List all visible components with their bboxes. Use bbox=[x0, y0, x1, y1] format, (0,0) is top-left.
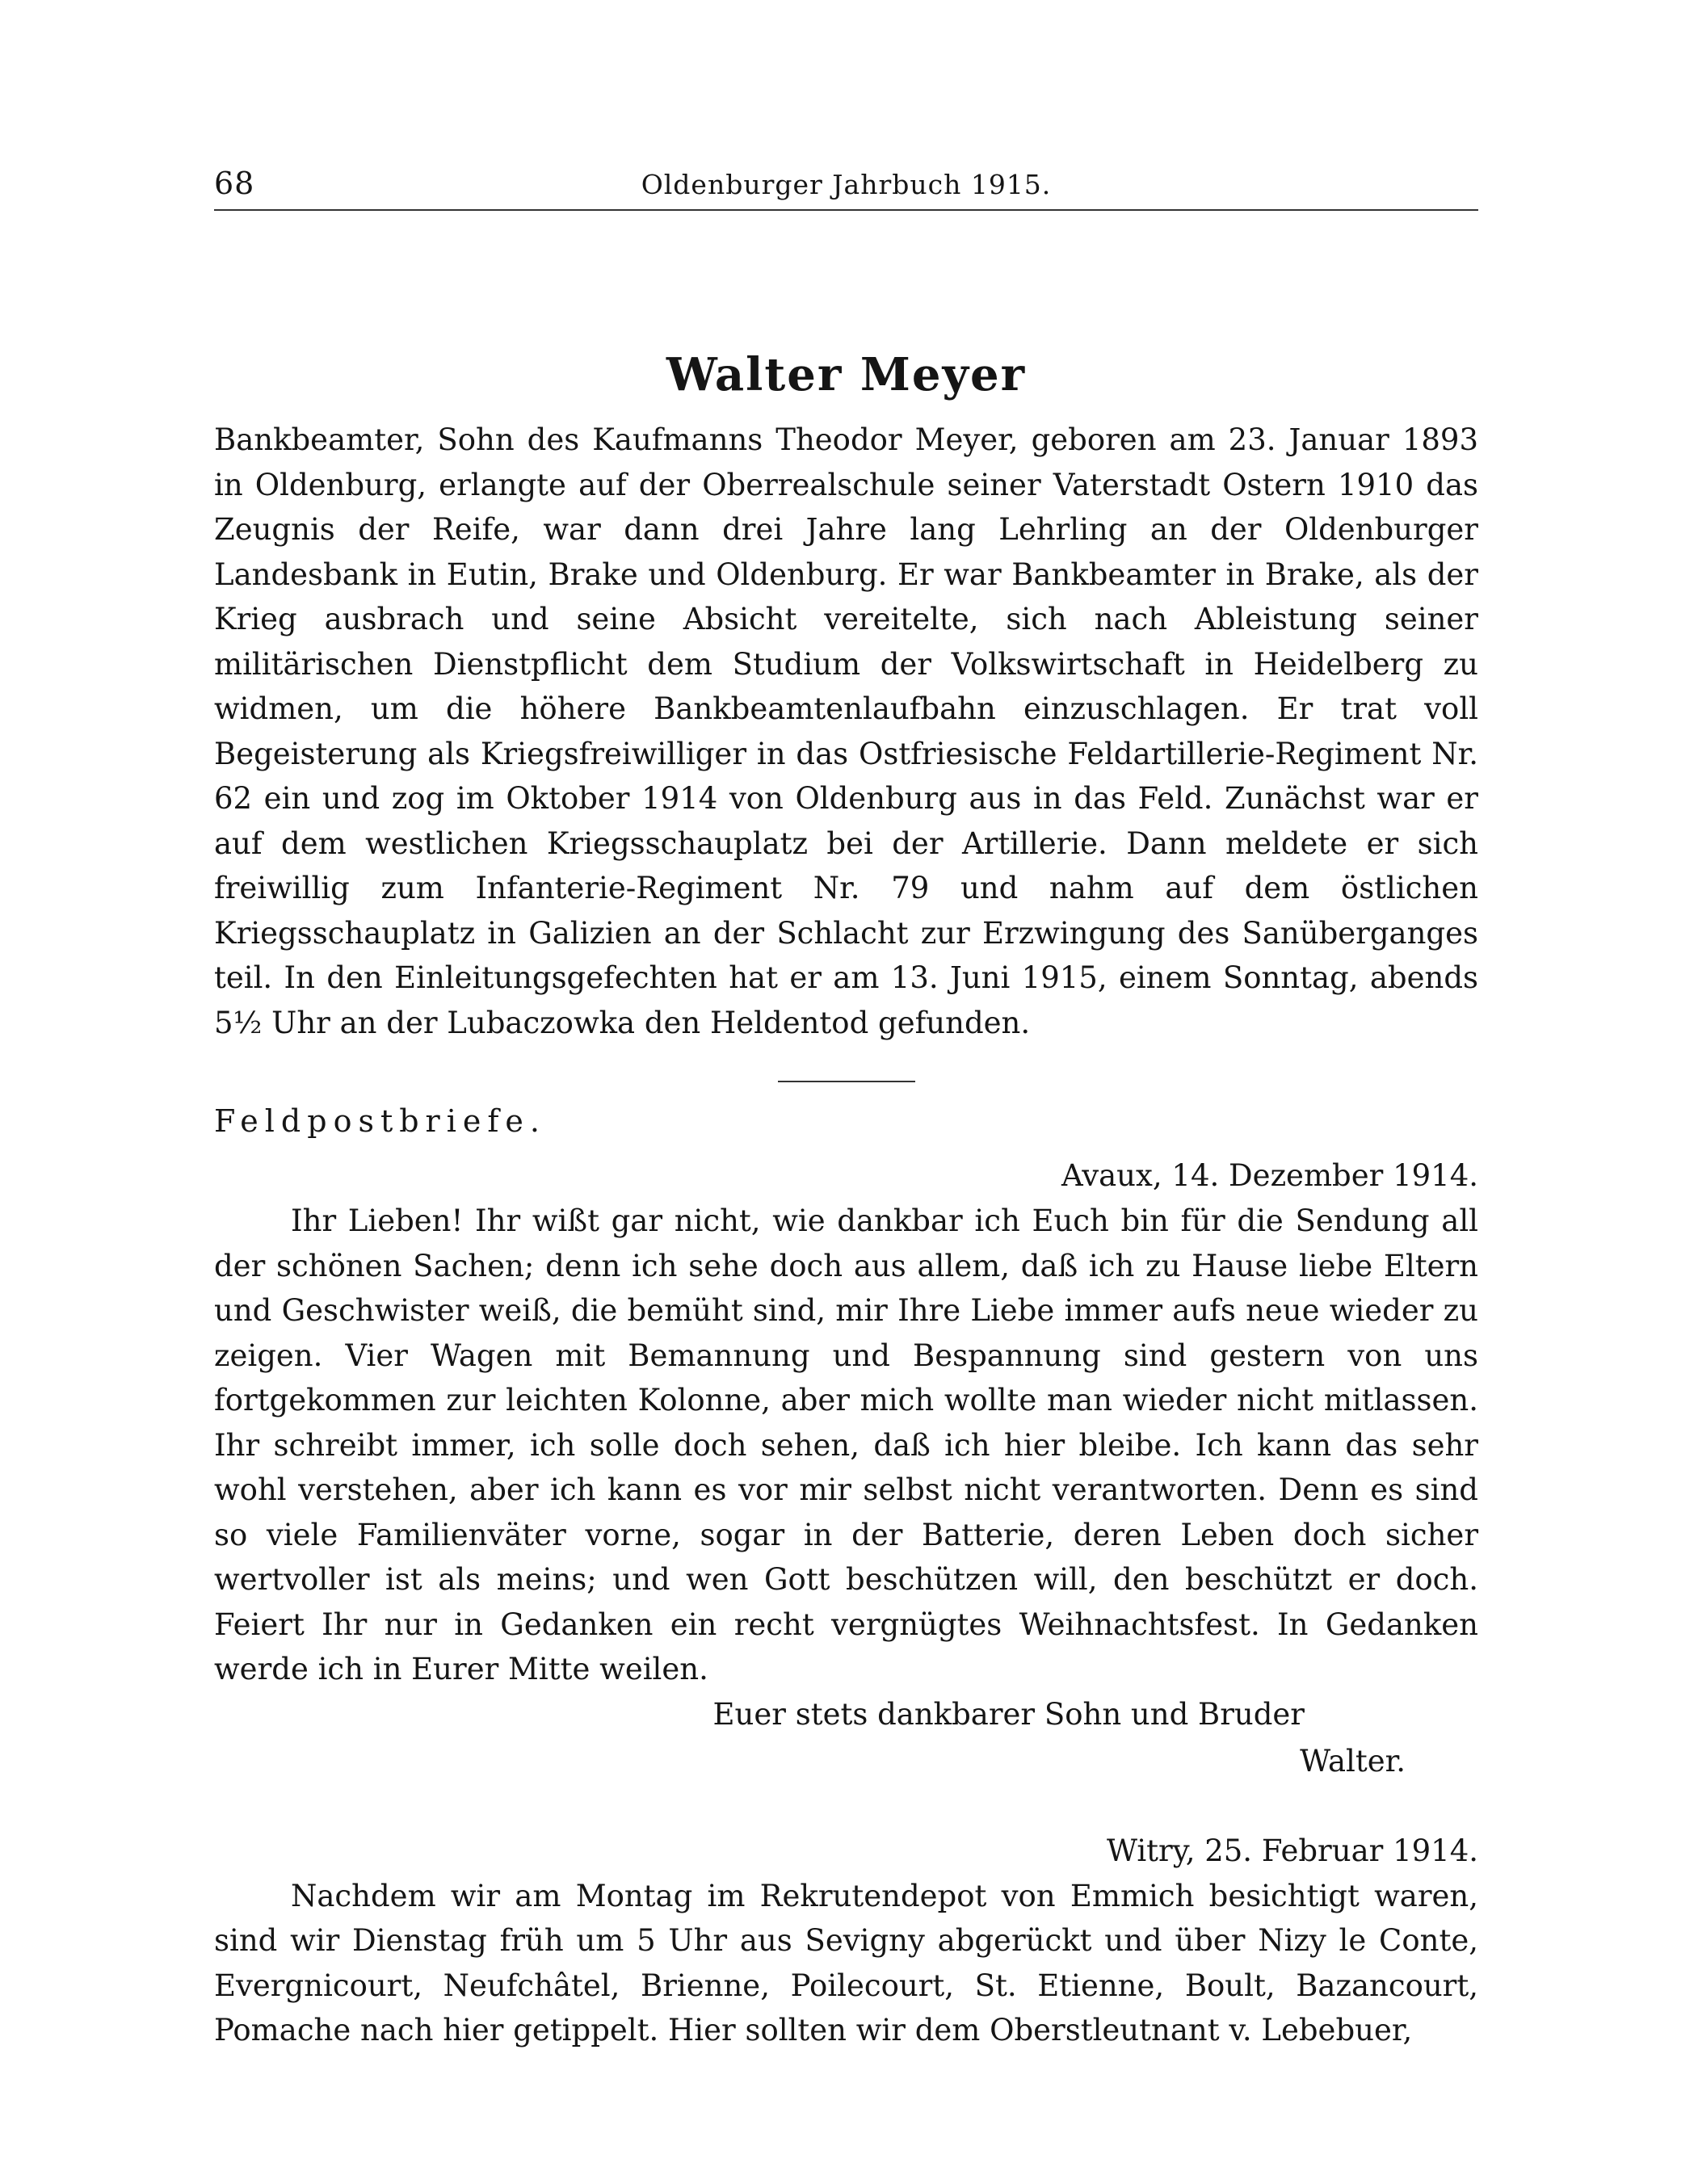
letter-1-closing: Euer stets dankbarer Sohn und Bruder bbox=[712, 1696, 1305, 1732]
page bbox=[214, 158, 1478, 2053]
letter-1-dateline: Avaux, 14. Dezember 1914. bbox=[1061, 1158, 1478, 1193]
section-heading: Feldpostbriefe. bbox=[214, 1103, 546, 1139]
letter-1-body: Ihr Lieben! Ihr wißt gar nicht, wie dankbar ich Euch bin für die Sendung all der schönen Sachen; denn ich sehe doch aus allem, daß ich zu Hause liebe Eltern und Geschwister weiß, die bemüht sind, mir Ihre Liebe immer aufs neue wieder zu zeigen. Vier Wagen mit Bemannung und Bespannung sind gestern von uns fortgekommen zur leichten Kolonne, aber mich wollte man wieder nicht mitlassen. Ihr schreibt immer, ich solle doch sehen, daß ich hier bleibe. Ich kann das sehr wohl verstehen, aber ich kann es vor mir selbst nicht verantworten. Denn es sind so viele Familienväter vorne, sogar in der Batterie, deren Leben doch sicher wertvoller ist als meins; und wen Gott beschützen will, den beschützt er doch. Feiert Ihr nur in Gedanken ein recht vergnügtes Weihnachtsfest. In Gedanken werde ich in Eurer Mitte weilen. bbox=[214, 1203, 1478, 1686]
article-title: Walter Meyer bbox=[666, 348, 1027, 401]
letter-1-signature: Walter. bbox=[1300, 1743, 1406, 1779]
letter-2-body: Nachdem wir am Montag im Rekrutendepot von Emmich besichtigt waren, sind wir Dienstag früh um 5 Uhr aus Sevigny abgerückt und über Nizy le Conte, Evergnicourt, Neufchâtel, Brienne, Poilecourt, St. Etienne, Boult, Bazancourt, Pomache nach hier getippelt. Hier sollten wir dem Oberstleutnant v. Lebebuer, bbox=[214, 1878, 1478, 2048]
running-title: Oldenburger Jahrbuch 1915. bbox=[641, 169, 1052, 200]
page-header bbox=[214, 158, 1478, 206]
biography-text: Bankbeamter, Sohn des Kaufmanns Theodor Meyer, geboren am 23. Januar 1893 in Oldenburg, erlangte auf der Oberrealschule seiner Vaterstadt Ostern 1910 das Zeugnis der Reife, war dann drei Jahre lang Lehrling an der Oldenburger Landesbank in Eutin, Brake und Oldenburg. Er war Bankbeamter in Brake, als der Krieg ausbrach und seine Absicht vereitelte, sich nach Ableistung seiner militärischen Dienstpflicht dem Studium der Volkswirtschaft in Heidelberg zu widmen, um die höhere Bankbeamtenlaufbahn einzuschlagen. Er trat voll Begeisterung als Kriegsfreiwilliger in das Ostfriesische Feldartillerie-Regiment Nr. 62 ein und zog im Oktober 1914 von Oldenburg aus in das Feld. Zunächst war er auf dem westlichen Kriegsschauplatz bei der Artillerie. Dann meldete er sich freiwillig zum Infanterie-Regiment Nr. 79 und nahm auf dem östlichen Kriegsschauplatz in Galizien an der Schlacht zur Erzwingung des Sanüberganges teil. In den Einleitungsgefechten hat er am 13. Juni 1915, einem Sonntag, abends 5½ Uhr an der Lubaczowka den Heldentod gefunden. bbox=[214, 422, 1478, 1040]
header-rule bbox=[214, 209, 1478, 211]
page-number: 68 bbox=[214, 166, 255, 201]
letter-2 bbox=[214, 1829, 1478, 2053]
letter-1 bbox=[214, 1153, 1478, 1787]
section-divider bbox=[778, 1081, 915, 1082]
letter-2-dateline: Witry, 25. Februar 1914. bbox=[1106, 1833, 1478, 1868]
biography bbox=[214, 418, 1478, 1045]
